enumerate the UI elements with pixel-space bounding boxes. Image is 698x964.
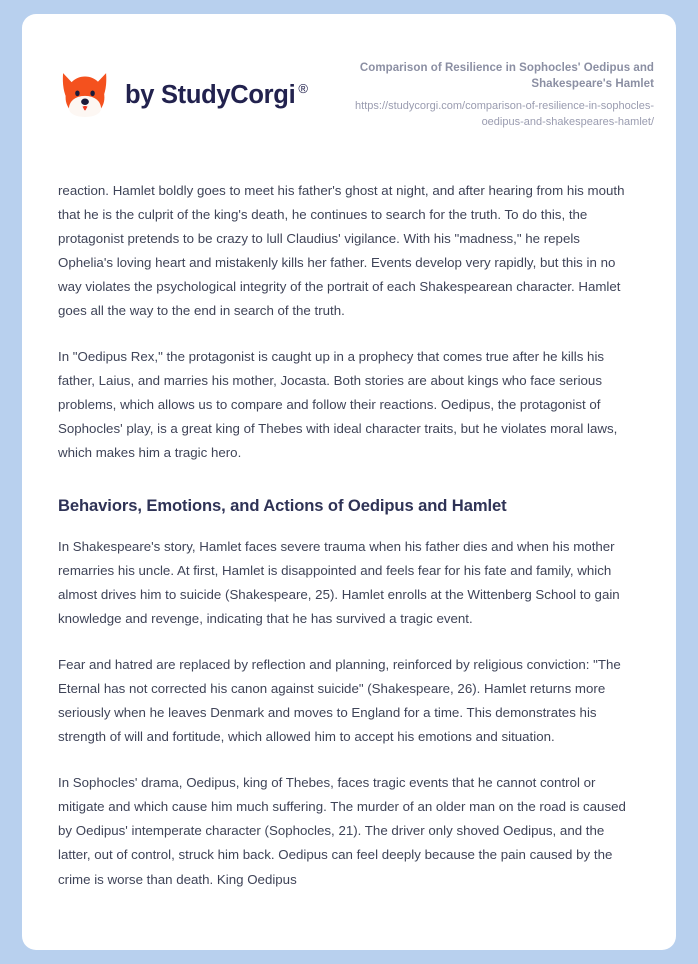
paragraph-3: In Shakespeare's story, Hamlet faces severe trauma when his father dies and when his mother remarries his uncle. At first, Hamlet is disappointed and feels fear for his fate and family, which almost drives him to suicide (Shakespeare, 25). Hamlet enrolls at the Wittenberg School to gain knowledge and revenge, indicating that he has survived a tragic event. <box>58 538 620 626</box>
corgi-logo-icon <box>58 68 112 122</box>
paragraph-4: Fear and hatred are replaced by reflection and planning, reinforced by religious conviction: "The Eternal has not corrected his canon against suicide" (Shakespeare, 26). Hamlet returns more seriously when he leaves Denmark and moves to England for a time. This demonstrates his strength of will and fortitude, which allowed him to accept his emotions and situation. <box>58 657 621 745</box>
brand-name-text: by StudyCorgi <box>125 80 296 109</box>
paragraph-5: In Sophocles' drama, Oedipus, king of Thebes, faces tragic events that he cannot control or mitigate and which cause him much suffering. The murder of an older man on the road is caused by Oedipus' intemperate character (Sophocles, 21). The driver only shoved Oedipus, and the latter, out of control, struck him back. Oedipus can feel deeply because the pain caused by the crime is worse than death. King Oedipus <box>58 775 626 887</box>
paragraph-1: reaction. Hamlet boldly goes to meet his father's ghost at night, and after hearing from his mouth that he is the culprit of the king's death, he continues to search for the truth. To do this, the protagonist pretends to be crazy to lull Claudius' vigilance. With his "madness," he repels Ophelia's loving heart and mistakenly kills her father. Events develop very rapidly, but this in no way violates the psychological integrity of the portrait of each Shakespearean character. Hamlet goes all the way to the end in search of the truth. <box>58 182 625 318</box>
brand-wordmark <box>125 81 308 110</box>
registered-trademark-icon: ® <box>298 80 308 96</box>
document-meta <box>324 58 654 131</box>
document-page <box>22 14 676 950</box>
document-body <box>22 179 676 892</box>
section-heading-behaviors: Behaviors, Emotions, and Actions of Oedipus and Hamlet <box>58 496 507 516</box>
document-header <box>22 14 676 131</box>
source-url[interactable]: https://studycorgi.com/comparison-of-resilience-in-sophocles-oedipus-and-shakespeares-hamlet/ <box>355 99 654 128</box>
paragraph-2: In "Oedipus Rex," the protagonist is caught up in a prophecy that comes true after he kills his father, Laius, and marries his mother, Jocasta. Both stories are about kings who face serious problems, which allows us to compare and follow their reactions. Oedipus, the protagonist of Sophocles' play, is a great king of Thebes with ideal character traits, but he violates moral laws, which makes him a tragic hero. <box>58 348 618 461</box>
page-title: Comparison of Resilience in Sophocles' Oedipus and Shakespeare's Hamlet <box>359 62 654 91</box>
brand-logo <box>58 58 308 122</box>
